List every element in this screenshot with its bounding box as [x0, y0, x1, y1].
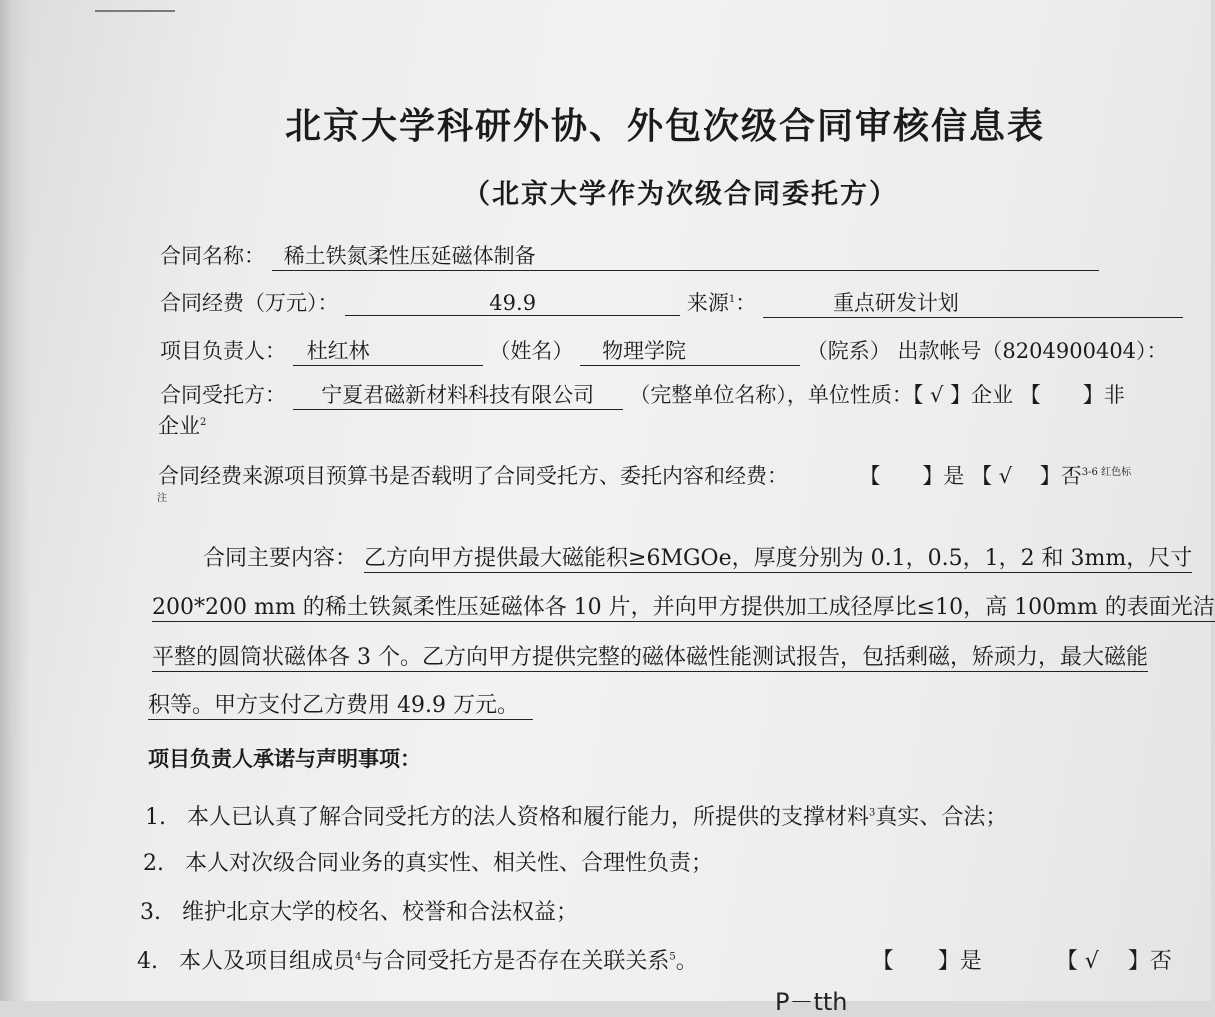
- page-shadow: [0, 0, 30, 1001]
- source-value: 重点研发计划: [763, 287, 1183, 318]
- form-subtitle: （北京大学作为次级合同委托方）: [463, 179, 898, 210]
- trustee-hint: （完整单位名称）: [629, 383, 787, 407]
- item-number: 3.: [140, 900, 161, 925]
- commitment-heading: 项目负责人承诺与声明事项：: [148, 746, 421, 771]
- budget-question-text: 合同经费来源项目预算书是否载明了合同受托方、委托内容和经费：: [158, 464, 788, 488]
- item-footnote-2: 5: [669, 951, 676, 963]
- commitment-item: [137, 944, 1172, 975]
- main-content-line-1: [203, 541, 1192, 573]
- trustee-label: 合同受托方：: [160, 383, 286, 407]
- trustee-row-continued: [158, 410, 206, 440]
- enterprise-label: 企业: [158, 414, 200, 438]
- department-hint: （院系）: [806, 339, 891, 363]
- project-leader-label: 项目负责人：: [160, 339, 286, 363]
- budget-note-line: 注: [157, 493, 167, 504]
- commitment-item: [143, 846, 713, 877]
- option-enterprise: 【 √ 】企业: [912, 383, 1014, 407]
- contract-name-value: 稀土铁氮柔性压延磁体制备: [272, 240, 1099, 271]
- department-value: 物理学院: [580, 335, 800, 366]
- main-content-text-2: 200*200 mm 的稀土铁氮柔性压延磁体各 10 片，并向甲方提供加工成径厚比≤10，高 100mm 的表面光洁: [152, 590, 1215, 622]
- source-colon: ：: [735, 291, 757, 315]
- budget-option-yes: 【 】是: [859, 464, 965, 488]
- main-content-text-4: 积等。甲方支付乙方费用 49.9 万元。: [148, 688, 533, 720]
- item-number: 2.: [143, 851, 164, 876]
- item-text: 本人已认真了解合同受托方的法人资格和履行能力，所提供的支撑材料: [187, 805, 870, 830]
- option-non-enterprise: 【 】非: [1019, 383, 1125, 407]
- relation-option-yes: 【 】是: [871, 949, 982, 974]
- project-leader-name: 杜红林: [293, 335, 483, 366]
- item-number: 1.: [145, 805, 166, 830]
- project-leader-row: [160, 335, 1168, 366]
- handwritten-signature: P－tth: [775, 988, 848, 1016]
- form-title: 北京大学科研外协、外包次级合同审核信息表: [285, 105, 1046, 147]
- budget-option-no: 【 √ 】否: [971, 464, 1082, 488]
- source-label: 来源: [686, 291, 729, 315]
- item-text: 本人及项目组成员: [179, 949, 356, 974]
- name-hint: （姓名）: [489, 339, 574, 363]
- enterprise-footnote: 2: [200, 417, 207, 428]
- item-text: 维护北京大学的校名、校誉和合法权益；: [182, 900, 579, 925]
- item-number: 4.: [137, 949, 158, 974]
- item-footnote: 4: [355, 951, 362, 963]
- contract-name-label: 合同名称：: [160, 244, 265, 268]
- trustee-value: 宁夏君磁新材料科技有限公司: [293, 379, 623, 410]
- item-text-middle: 与合同受托方是否存在关联关系: [361, 949, 670, 974]
- main-content-line-4: [148, 688, 533, 720]
- contract-fee-label: 合同经费（万元）：: [160, 291, 339, 315]
- commitment-item: [145, 800, 1007, 831]
- main-content-line-2: [152, 590, 1215, 622]
- main-content-label: 合同主要内容：: [203, 546, 358, 571]
- item-footnote: 3: [869, 807, 876, 819]
- budget-question-row: [158, 460, 1131, 490]
- main-content-text-3: 平整的圆筒状磁体各 3 个。乙方向甲方提供完整的磁体磁性能测试报告，包括剩磁，矫顽力，最大磁能: [152, 640, 1148, 672]
- contract-fee-value: 49.9: [345, 291, 680, 316]
- unit-nature-label: ，单位性质：: [786, 383, 913, 407]
- contract-name-row: [160, 240, 1099, 271]
- budget-note-marker: 3-6 红色标: [1081, 467, 1132, 478]
- commitment-item: [140, 895, 578, 926]
- item-text-end: 。: [675, 949, 698, 974]
- account-label: 出款帐号（8204900404）：: [897, 339, 1168, 363]
- main-content-line-3: [152, 640, 1148, 672]
- item-text-end: 真实、合法；: [875, 805, 1008, 830]
- top-edge-mark: [95, 0, 175, 12]
- item-text: 本人对次级合同业务的真实性、相关性、合理性负责；: [185, 851, 714, 876]
- trustee-row: [160, 379, 1125, 410]
- source-footnote: 1: [728, 294, 736, 305]
- contract-fee-row: [160, 287, 1183, 318]
- relation-option-no: 【 √ 】否: [1055, 949, 1172, 974]
- main-content-text-1: 乙方向甲方提供最大磁能积≥6MGOe，厚度分别为 0.1，0.5，1，2 和 3mm，尺寸: [364, 541, 1192, 573]
